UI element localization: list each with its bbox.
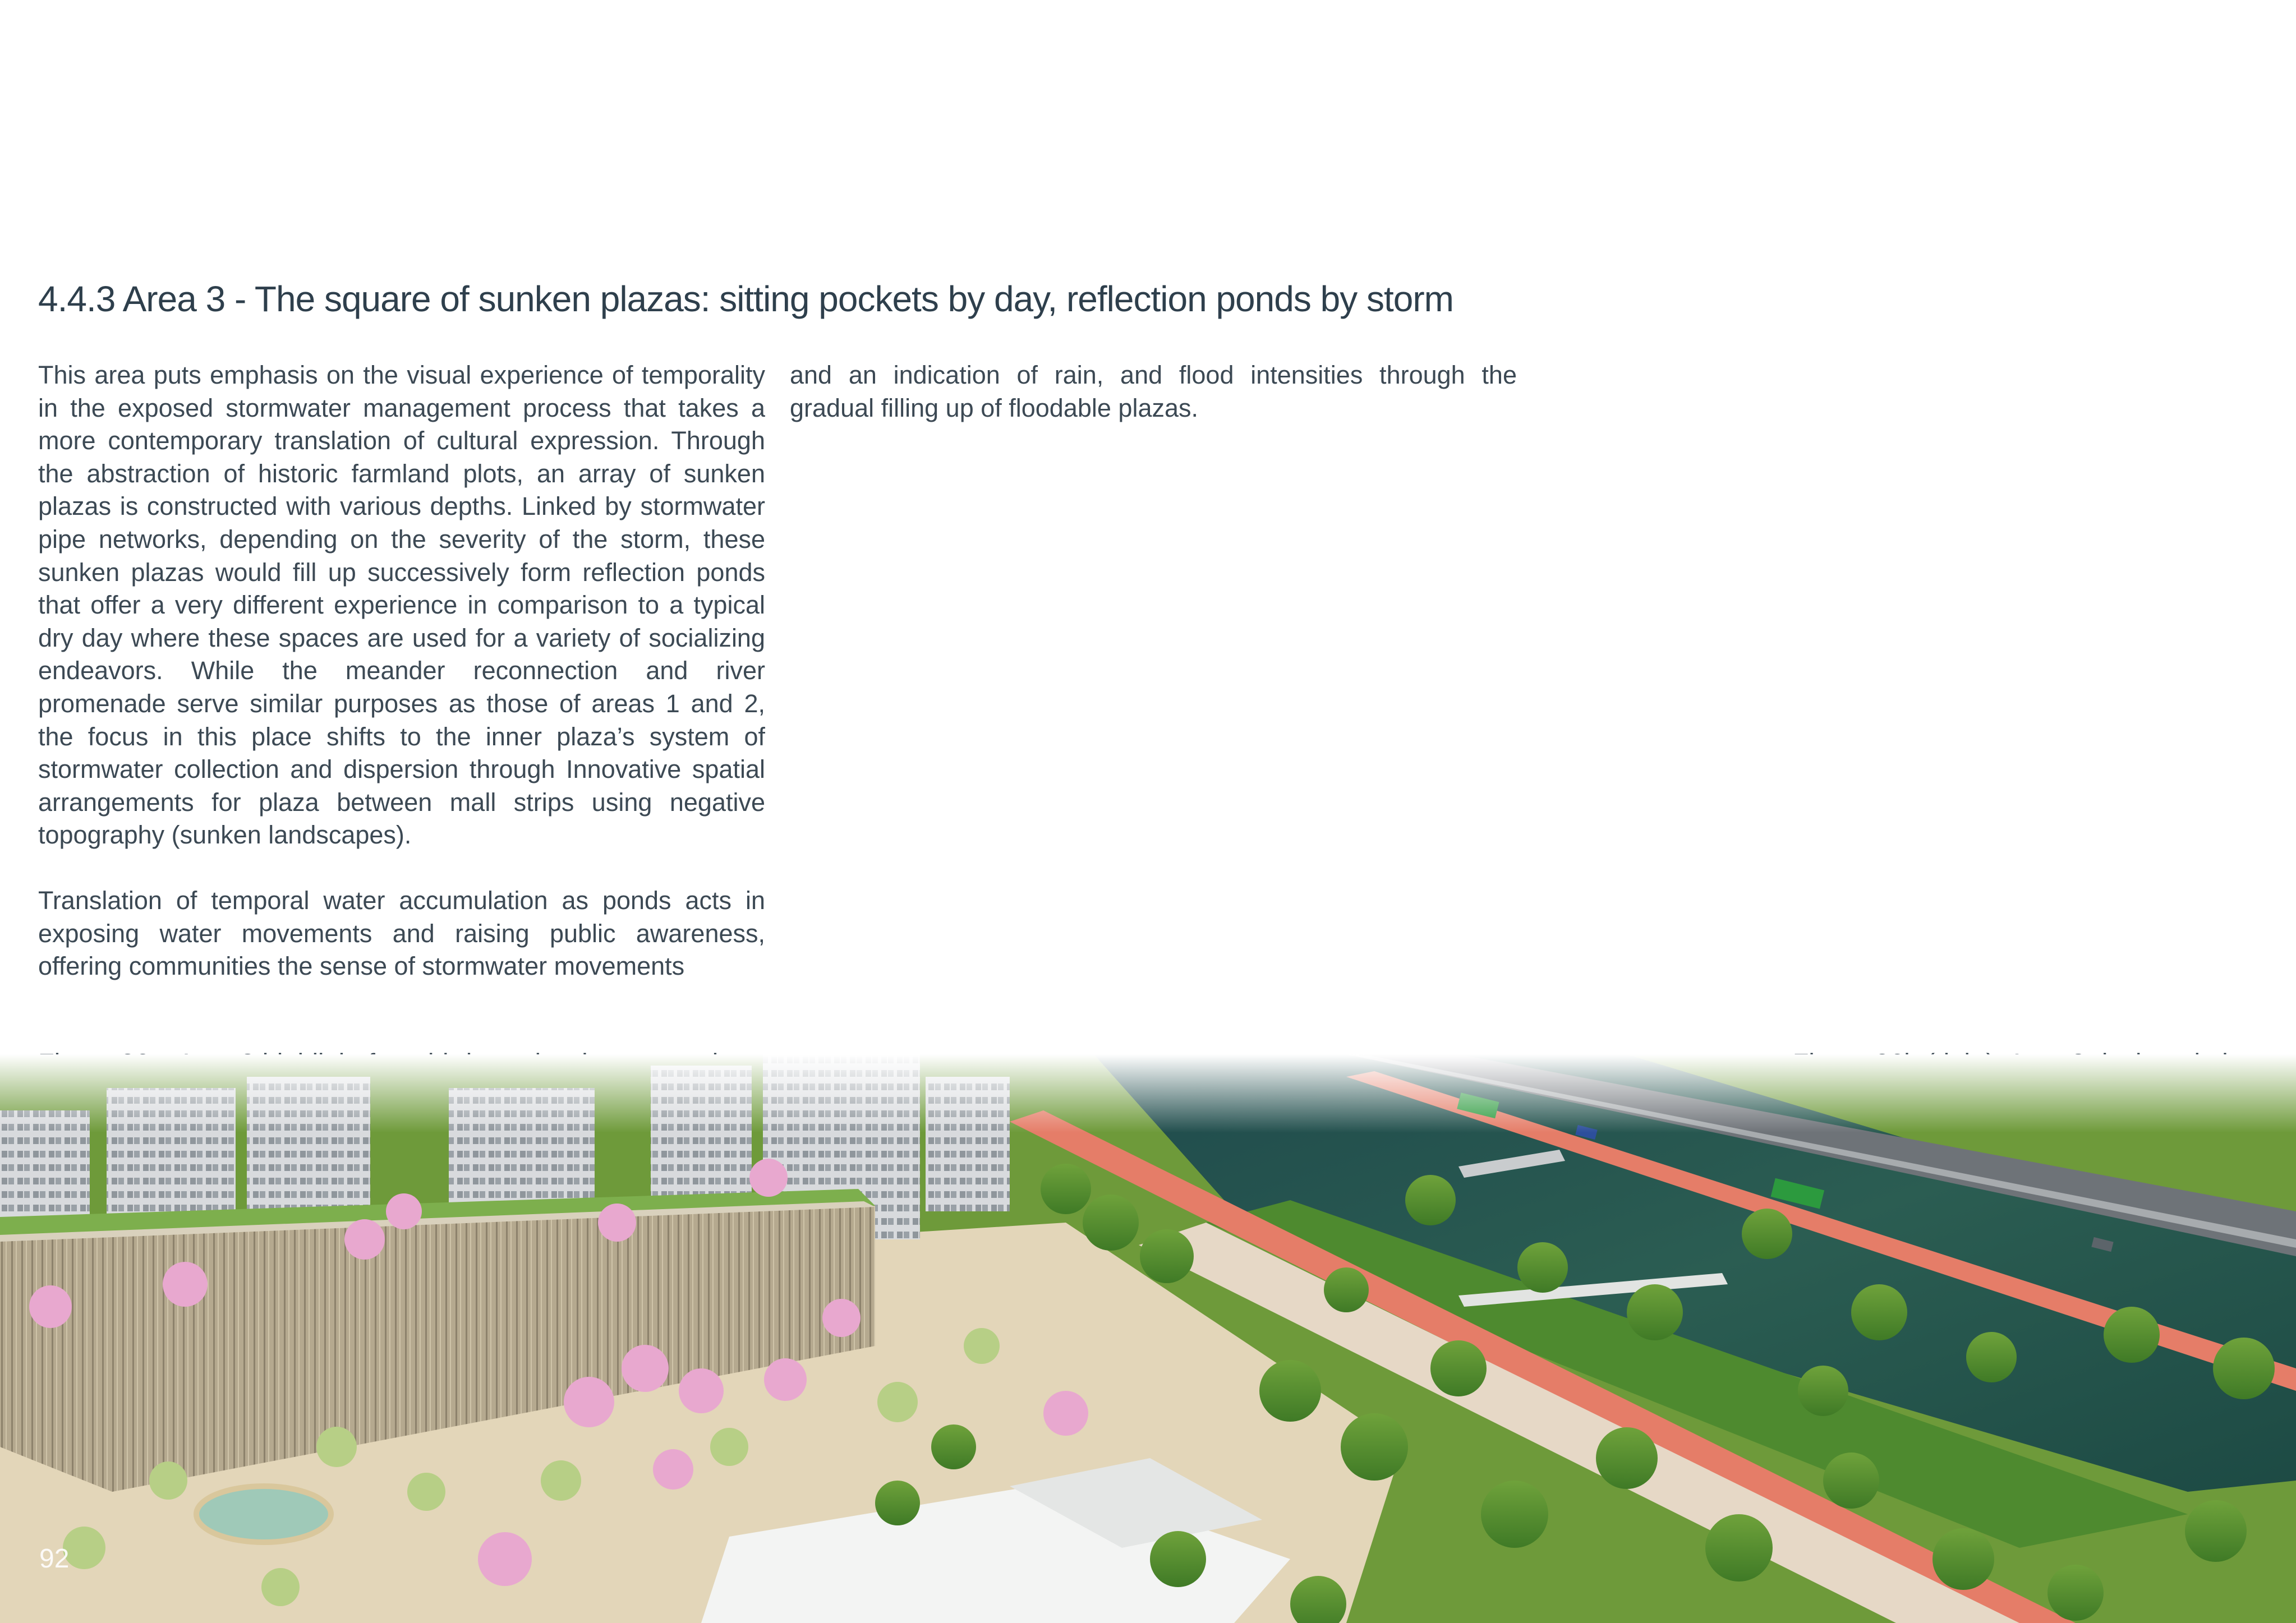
body-paragraph-2-start: Translation of temporal water accumulation as ponds acts in exposing water movements and raising public awareness, offering communities the sense of stormwater movements	[38, 886, 765, 981]
body-text-left-column	[38, 359, 765, 981]
body-text-right-column	[790, 359, 1517, 457]
body-paragraph-2-continued: and an indication of rain, and flood intensities through the gradual filling up of floodable plazas.	[790, 361, 1517, 422]
top-white-fade	[0, 1054, 2296, 1133]
sunken-plaza-pond	[196, 1486, 331, 1542]
body-paragraph-2	[38, 884, 765, 981]
section-heading: 4.4.3 Area 3 - The square of sunken plazas: sitting pockets by day, reflection ponds by storm	[38, 279, 1453, 319]
body-paragraph-1: This area puts emphasis on the visual experience of temporality in the exposed stormwater management process that takes a more contemporary translation of cultural expression. Through the abstraction of historic farmland plots, an array of sunken plazas is constructed with various depths. Linked by stormwater pipe networks, depending on the severity of the storm, these sunken plazas would fill up successively form reflection ponds that offer a very different experience in comparison to a typical dry day where these spaces are used for a variety of socializing endeavors. While the meander reconnection and river promenade serve similar purposes as those of areas 1 and 2, the focus in this place shifts to the inner plaza’s system of stormwater collection and dispersion through Innovative spatial arrangements for plaza between mall strips using negative topography (sunken landscapes).	[38, 361, 765, 850]
area-3-birdseye-illustration	[0, 1054, 2296, 1623]
page-number: 92	[39, 1544, 70, 1574]
